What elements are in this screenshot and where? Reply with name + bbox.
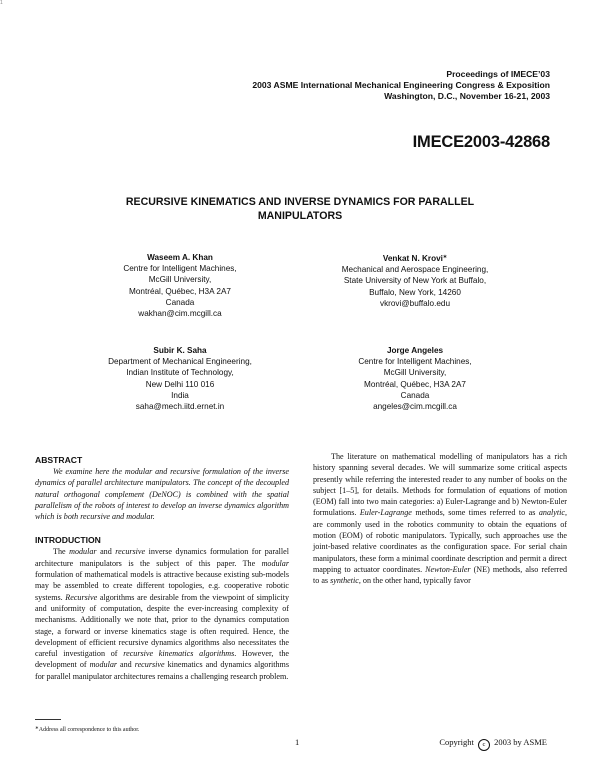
author-affiliation-line: Montréal, Québec, H3A 2A7 [364,379,466,389]
paper-id: IMECE2003-42868 [412,133,550,151]
title-line: MANIPULATORS [257,210,343,222]
author-name: Jorge Angeles [386,346,444,355]
author-name: Subir K. Saha [153,346,207,355]
paper-title [80,195,520,223]
author-email: vkrovi@buffalo.edu [379,298,451,308]
author-block [65,345,295,412]
author-affiliation-line: Canada [165,297,195,307]
author-affiliation-line: India [171,390,189,400]
intro-paragraph-1: The modular and recursive inverse dynamics formulation for parallel architecture manipulators is the subject of this paper. The modular formulation of mathematical models is attractive because existing sub-models may be assembled to create different topologies, e.g. cooperative robotic systems. Recursive algorithms are desirable from the viewpoint of simplicity and uniformity of computation, despite the ever-increasing complexity of mechanisms. Additionally we note that, prior to the dynamics computation stage, a forward or inverse kinematics stage is often required. Hence, the development of efficient recursive dynamics algorithms also necessitates the careful investigation of recursive kinematics algorithms. However, the development of modular and recursive kinematics and dynamics algorithms for parallel manipulator architectures remains a challenging research problem. [35,547,290,681]
author-email: angeles@cim.mcgill.ca [373,402,457,412]
proceedings-line: Proceedings of IMECE’03 [446,69,550,79]
author-affiliation-line: McGill University, [148,275,212,285]
proceedings-line: 2003 ASME International Mechanical Engineering Congress & Exposition [252,80,550,91]
author-block [65,252,295,319]
author-block [300,345,530,412]
author-affiliation-line: Centre for Intelligent Machines, [123,264,237,274]
author-affiliation-line: Canada [400,390,430,400]
intro-paragraph-2: The literature on mathematical modelling of manipulators has a rich history spanning several decades. We will summarize some critical aspects presently while referring the interested reader to any number of books on the subject [1–5], for details. Methods for formulation of equations of motion (EOM) fall into two main categories: a) Euler-Lagrange and b) Newton-Euler formulations. Euler-Lagrange methods, some times referred to as analytic, are commonly used in the robotics community to obtain the equations of motion (EOM) of robotic manipulators. Typically, such approaches use the joint-based relative coordinates as the configuration space. For serial chain manipulators, these form a minimal coordinate description and permit a direct mapping to actuator coordinates. Newton-Euler (NE) methods, also referred to as synthetic, on the other hand, typically favor [313,452,567,586]
footnote-text: Address all correspondence to this author. [38,727,140,733]
title-line: RECURSIVE KINEMATICS AND INVERSE DYNAMICS FOR PARALLEL [125,196,475,208]
page-number: 1 [295,737,300,747]
footnote-mark: ∗ [35,725,39,730]
author-affiliation-line: New Delhi 110 016 [145,379,215,389]
author-affiliation-line: Mechanical and Aerospace Engineering, [341,265,489,275]
author-affiliation-line: Montréal, Québec, H3A 2A7 [129,286,231,296]
copyright-icon: c [478,739,490,751]
author-email: saha@mech.iitd.ernet.in [135,402,225,412]
author-affiliation-line: Indian Institute of Technology, [126,368,234,378]
proceedings-line: Washington, D.C., November 16-21, 2003 [384,91,550,102]
footnote-divider [35,719,61,720]
author-affiliation-line: McGill University, [383,368,447,378]
author-affiliation-line: Buffalo, New York, 14260 [369,287,461,297]
abstract-heading: ABSTRACT [35,455,83,465]
author-affiliation-line: State University of New York at Buffalo, [343,276,487,286]
author-affiliation-line: Department of Mechanical Engineering, [108,357,252,367]
footnote [35,725,139,733]
proceedings-header [252,69,550,103]
author-name: Waseem A. Khan [147,253,213,262]
left-column [35,455,289,682]
introduction-heading: INTRODUCTION [35,535,101,546]
correspondence-mark: ∗ [442,254,448,260]
author-email: wakhan@cim.mcgill.ca [138,309,222,319]
abstract-body: We examine here the modular and recursive formulation of the inverse dynamics of parallel architecture manipulators. The concept of the decoupled natural orthogonal complement (DeNOC) is combined with the spatial parallelism of the robots of interest to develop an inverse dynamics algorithm which is both recursive and modular. [35,467,289,522]
author-name: Venkat N. Krovi∗ [382,254,448,263]
right-column [313,443,567,587]
author-affiliation-line: Centre for Intelligent Machines, [358,357,472,367]
author-block [300,252,530,309]
copyright-notice: Copyright c 2003 by ASME [439,737,547,751]
corner-mark: 1 [0,0,3,6]
